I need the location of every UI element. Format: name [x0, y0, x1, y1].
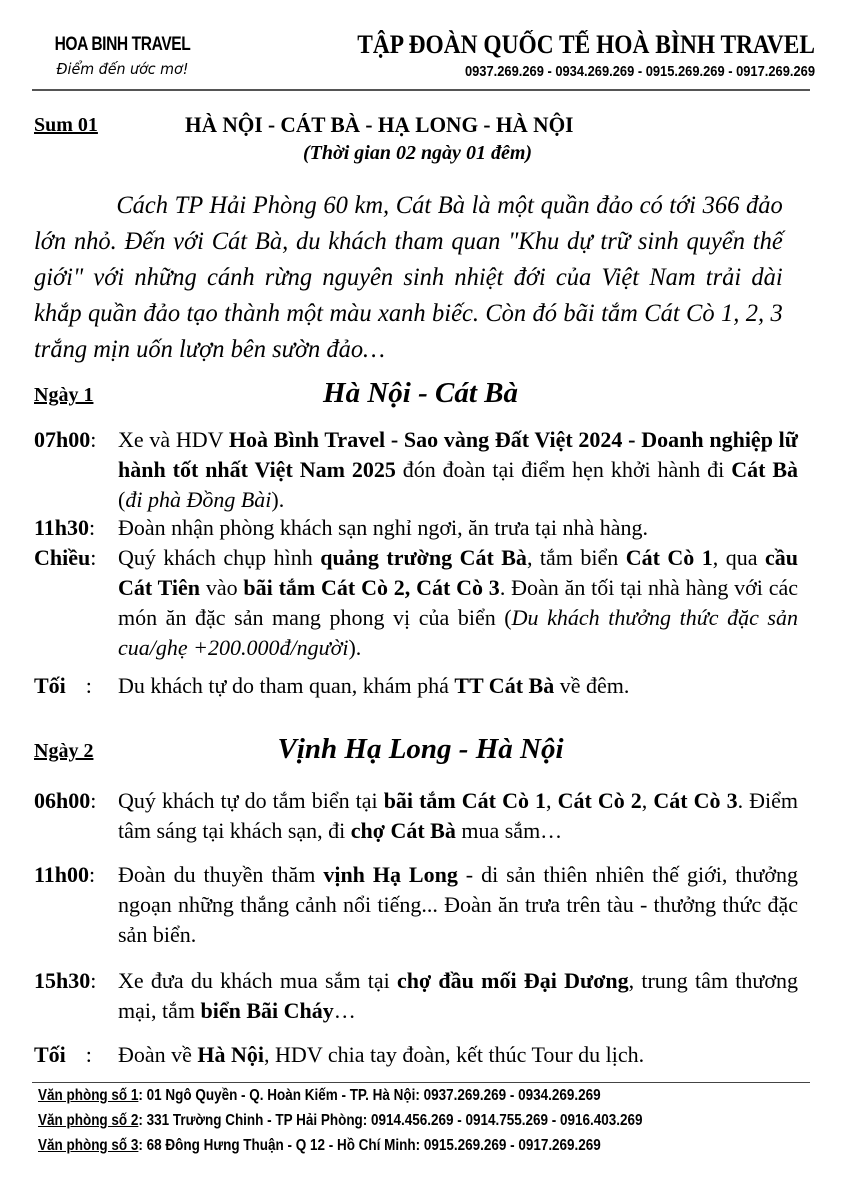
- office-label: Văn phòng số 3: [38, 1137, 139, 1154]
- tour-title: HÀ NỘI - CÁT BÀ - HẠ LONG - HÀ NỘI: [185, 112, 574, 137]
- schedule-time-text: Chiều: [34, 545, 91, 570]
- schedule-item: [34, 543, 798, 663]
- brand-slogan: Điểm đến ước mơ!: [56, 60, 189, 78]
- description-segment: bãi tắm Cát Cò 2, Cát Cò 3: [243, 575, 500, 600]
- office-detail: : 331 Trường Chinh - TP Hải Phòng: 0914.456.269 - 0914.755.269 - 0916.403.269: [138, 1112, 643, 1129]
- schedule-time-colon: :: [85, 673, 92, 698]
- office-label: Văn phòng số 1: [38, 1087, 139, 1104]
- company-brand-block: [30, 34, 215, 78]
- schedule-item: [34, 1040, 798, 1070]
- schedule-description: [118, 860, 798, 950]
- schedule-description: [118, 671, 798, 701]
- description-segment: , tắm biển: [526, 545, 626, 570]
- schedule-item: [34, 425, 798, 515]
- description-segment: Cát Cò 2: [557, 788, 642, 813]
- schedule-time: [34, 966, 118, 1026]
- schedule-time-colon: :: [89, 515, 96, 540]
- schedule-time-colon: :: [89, 862, 96, 887]
- office-3: [38, 1137, 712, 1155]
- description-segment: chợ đầu mối Đại Dương: [396, 968, 629, 993]
- schedule-time: [34, 1040, 118, 1070]
- schedule-description: [118, 425, 798, 515]
- description-segment: Đoàn nhận phòng khách sạn nghỉ ngơi, ăn trưa tại nhà hàng.: [118, 515, 649, 540]
- schedule-time-colon: :: [90, 427, 97, 452]
- brand-name: HOA BINH TRAVEL: [54, 34, 191, 55]
- description-segment: vịnh Hạ Long: [323, 862, 458, 887]
- day-2-label: Ngày 2: [34, 740, 94, 762]
- office-label: Văn phòng số 2: [38, 1112, 139, 1129]
- description-segment: cầu Cát Tiên: [118, 545, 799, 600]
- description-segment: bãi tắm Cát Cò 1: [383, 788, 547, 813]
- day-1-label: Ngày 1: [34, 384, 94, 406]
- description-segment: vào: [200, 575, 244, 600]
- schedule-time-text: 06h00: [34, 788, 91, 813]
- schedule-time-text: 07h00: [34, 427, 91, 452]
- tour-intro: Cách TP Hải Phòng 60 km, Cát Bà là một quần đảo có tới 366 đảo lớn nhỏ. Đến với Cát Bà, du khách tham quan "Khu dự trữ sinh quyển thế giới" với những cánh rừng nguyên sinh nhiệt đới của Việt Nam trải dài khắp quần đảo tạo thành một màu xanh biếc. Còn đó bãi tắm Cát Cò 1, 2, 3 trắng mịn uốn lượn bên sườn đảo…: [34, 192, 783, 363]
- schedule-time-text: 11h00: [34, 862, 90, 887]
- schedule-time-text: Tối: [34, 1042, 66, 1067]
- description-segment: Đoàn du thuyền thăm: [118, 862, 324, 887]
- schedule-time: [34, 860, 118, 950]
- tour-duration: [0, 142, 841, 165]
- description-segment: , qua: [712, 545, 766, 570]
- schedule-time-colon: :: [90, 788, 97, 813]
- description-segment: ).: [348, 635, 362, 660]
- tour-duration-text: (Thời gian 02 ngày 01 đêm): [302, 142, 533, 164]
- schedule-description: [118, 513, 798, 543]
- schedule-item: [34, 860, 798, 950]
- schedule-time-text: 15h30: [34, 968, 91, 993]
- header-divider: [32, 89, 810, 91]
- schedule-item: [34, 671, 798, 701]
- description-segment: chợ Cát Bà: [350, 818, 456, 843]
- description-segment: Hà Nội: [197, 1042, 265, 1067]
- description-segment: Xe đưa du khách mua sắm tại: [118, 968, 397, 993]
- description-segment: , HDV chia tay đoàn, kết thúc Tour du lịch.: [264, 1042, 645, 1067]
- schedule-time-colon: :: [90, 545, 97, 570]
- schedule-time-text: 11h30: [34, 515, 90, 540]
- footer-divider: [32, 1082, 810, 1083]
- description-segment: ,: [546, 788, 558, 813]
- description-segment: - di sản thiên nhiên thế giới, thưởng ngoạn những thắng cảnh nổi tiếng... Đoàn ăn trưa trên tàu - thưởng thức đặc sản biển.: [118, 862, 798, 947]
- tour-code: Sum 01: [34, 114, 98, 136]
- schedule-time: [34, 513, 118, 543]
- schedule-time-colon: :: [90, 968, 97, 993]
- description-segment: về đêm.: [554, 673, 630, 698]
- hotline-numbers: 0937.269.269 - 0934.269.269 - 0915.269.269 - 0917.269.269: [464, 63, 815, 80]
- schedule-time-text: Tối: [34, 673, 66, 698]
- corporation-name: TẬP ĐOÀN QUỐC TẾ HOÀ BÌNH TRAVEL: [357, 30, 815, 59]
- day-2-title: Vịnh Hạ Long - Hà Nội: [277, 733, 564, 765]
- schedule-description: [118, 543, 798, 663]
- description-segment: Du khách thưởng thức đặc sản cua/ghẹ +200.000đ/người: [118, 605, 798, 660]
- description-segment: , trung tâm thương mại, tắm: [118, 968, 798, 1023]
- schedule-description: [118, 966, 798, 1026]
- description-segment: Quý khách tự do tắm biển tại: [118, 788, 384, 813]
- description-segment: ,: [641, 788, 654, 813]
- office-1: [38, 1087, 712, 1105]
- description-segment: Hoà Bình Travel - Sao vàng Đất Việt 2024 - Doanh nghiệp lữ hành tốt nhất Việt Nam 2025: [118, 427, 798, 482]
- schedule-description: [118, 786, 798, 846]
- description-segment: (: [118, 487, 126, 512]
- description-segment: Xe và HDV: [118, 427, 229, 452]
- description-segment: ).: [271, 487, 285, 512]
- office-detail: : 01 Ngô Quyền - Q. Hoàn Kiếm - TP. Hà Nội: 0937.269.269 - 0934.269.269: [138, 1087, 601, 1104]
- schedule-time: [34, 543, 118, 663]
- description-segment: Đoàn về: [118, 1042, 198, 1067]
- office-detail: : 68 Đông Hưng Thuận - Q 12 - Hồ Chí Minh: 0915.269.269 - 0917.269.269: [138, 1137, 601, 1154]
- schedule-time: [34, 786, 118, 846]
- description-segment: . Đoàn ăn tối tại nhà hàng với các món ăn đặc sản mang phong vị của biển (: [118, 575, 799, 630]
- schedule-time: [34, 425, 118, 515]
- description-segment: đón đoàn tại điểm hẹn khởi hành đi: [395, 457, 732, 482]
- schedule-item: [34, 966, 798, 1026]
- schedule-time: [34, 671, 118, 701]
- description-segment: mua sắm…: [455, 818, 563, 843]
- day-1-title: Hà Nội - Cát Bà: [323, 377, 518, 409]
- description-segment: quảng trường Cát Bà: [320, 545, 527, 570]
- description-segment: đi phà Đồng Bài: [125, 487, 272, 512]
- schedule-time-colon: :: [85, 1042, 92, 1067]
- description-segment: Du khách tự do tham quan, khám phá: [118, 673, 455, 698]
- description-segment: Quý khách chụp hình: [118, 545, 321, 570]
- description-segment: …: [333, 998, 356, 1023]
- corporation-block: [300, 30, 815, 80]
- schedule-item: [34, 513, 798, 543]
- description-segment: TT Cát Bà: [454, 673, 555, 698]
- description-segment: biển Bãi Cháy: [200, 998, 334, 1023]
- description-segment: Cát Cò 1: [625, 545, 713, 570]
- description-segment: Cát Bà: [731, 457, 799, 482]
- schedule-description: [118, 1040, 798, 1070]
- description-segment: Cát Cò 3: [653, 788, 738, 813]
- office-2: [38, 1112, 712, 1130]
- description-segment: . Điểm tâm sáng tại khách sạn, đi: [118, 788, 799, 843]
- schedule-item: [34, 786, 798, 846]
